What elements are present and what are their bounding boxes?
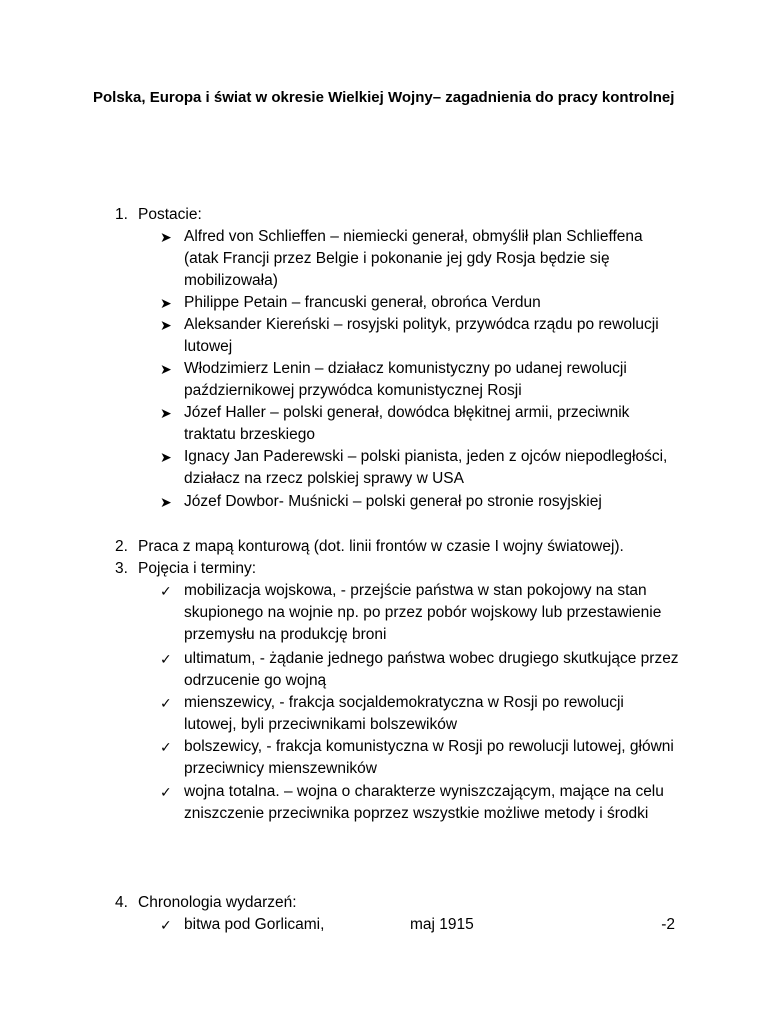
chronology-date: maj 1915 (410, 916, 474, 933)
chronology-event: bitwa pod Gorlicami, (184, 916, 325, 933)
section-label: Pojęcia i terminy: (138, 560, 257, 577)
page-title: Polska, Europa i świat w okresie Wielkiej Wojny– zagadnienia do pracy kontrolnej (93, 89, 675, 106)
checkmark-bullet-icon: ✓ (160, 784, 172, 800)
list-item-pojecie (160, 692, 680, 736)
list-item-text: Aleksander Kiereński – rosyjski polityk, przywódca rządu po rewolucji lutowej (184, 316, 659, 355)
list-item-postac (160, 226, 680, 292)
list-item-text: Philippe Petain – francuski generał, obrońca Verdun (184, 294, 541, 311)
list-item-text: Józef Dowbor- Muśnicki – polski generał po stronie rosyjskiej (184, 493, 602, 510)
list-item-text: wojna totalna. – wojna o charakterze wyniszczającym, mające na celu zniszczenie przeciwnika poprzez wszystkie możliwe metody i środki (184, 783, 664, 822)
list-item-text: mobilizacja wojskowa, - przejście państwa w stan pokojowy na stan skupionego na wojnie np. po przez pobór wojskowy lub przestawienie przemysłu na produkcję broni (184, 582, 662, 643)
arrow-bullet-icon: ➤ (160, 295, 172, 311)
list-item-text: Włodzimierz Lenin – działacz komunistyczny po udanej rewolucji październikowej przywódca komunistycznej Rosji (184, 360, 627, 399)
list-item-text: mienszewicy, - frakcja socjaldemokratyczna w Rosji po rewolucji lutowej, byli przeciwnikami bolszewików (184, 694, 624, 733)
checkmark-bullet-icon: ✓ (160, 695, 172, 711)
chronology-value: -2 (661, 916, 675, 933)
list-item-text: bolszewicy, - frakcja komunistyczna w Rosji po rewolucji lutowej, główni przeciwnicy mienszewników (184, 738, 674, 777)
list-item-postac (160, 446, 680, 490)
list-item-text: Alfred von Schlieffen – niemiecki generał, obmyślił plan Schlieffena (atak Francji przez Belgie i pokonanie jej gdy Rosja będzie się mobilizowała) (184, 228, 643, 289)
section-mapa (115, 536, 624, 558)
section-number: 2. (115, 538, 128, 555)
list-item-postac (160, 358, 680, 402)
section-label: Postacie: (138, 206, 202, 223)
list-item-text: Ignacy Jan Paderewski – polski pianista, jeden z ojców niepodległości, działacz na rzecz polskiej sprawy w USA (184, 448, 668, 487)
checkmark-bullet-icon: ✓ (160, 917, 172, 933)
arrow-bullet-icon: ➤ (160, 229, 172, 245)
section-chronologia (115, 892, 297, 914)
list-item-text: ultimatum, - żądanie jednego państwa wobec drugiego skutkujące przez odrzucenie go wojną (184, 650, 679, 689)
section-label: Chronologia wydarzeń: (138, 894, 297, 911)
list-item-pojecie (160, 736, 680, 780)
list-item-postac (160, 402, 680, 446)
section-label: Praca z mapą konturową (dot. linii frontów w czasie I wojny światowej). (138, 538, 624, 555)
arrow-bullet-icon: ➤ (160, 405, 172, 421)
list-item-pojecie (160, 781, 680, 825)
arrow-bullet-icon: ➤ (160, 317, 172, 333)
section-number: 4. (115, 894, 128, 911)
checkmark-bullet-icon: ✓ (160, 739, 172, 755)
section-pojecia (115, 558, 256, 580)
list-item-pojecie (160, 648, 680, 692)
list-item-text: Józef Haller – polski generał, dowódca błękitnej armii, przeciwnik traktatu brzeskiego (184, 404, 630, 443)
section-postacie (115, 204, 202, 226)
checkmark-bullet-icon: ✓ (160, 651, 172, 667)
checkmark-bullet-icon: ✓ (160, 583, 172, 599)
arrow-bullet-icon: ➤ (160, 449, 172, 465)
chronology-row (160, 914, 675, 936)
list-item-postac (160, 491, 680, 513)
list-item-postac (160, 292, 680, 314)
list-item-pojecie (160, 580, 680, 646)
section-number: 1. (115, 206, 128, 223)
arrow-bullet-icon: ➤ (160, 361, 172, 377)
arrow-bullet-icon: ➤ (160, 494, 172, 510)
list-item-postac (160, 314, 680, 358)
section-number: 3. (115, 560, 128, 577)
